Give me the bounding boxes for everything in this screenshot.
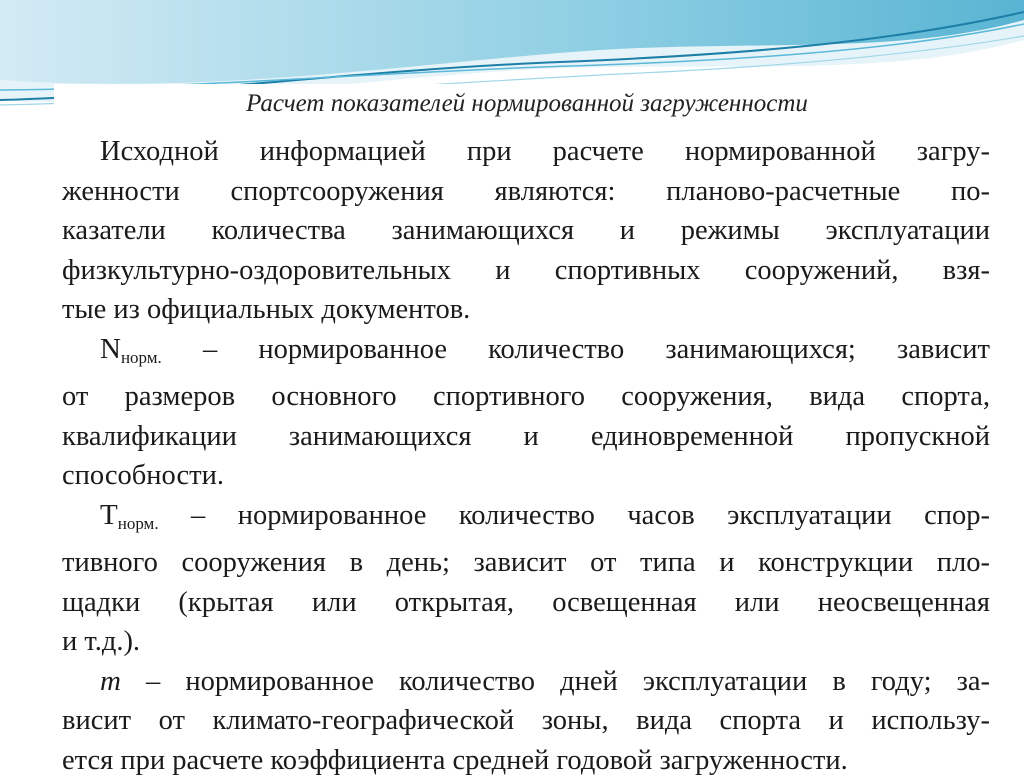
symbol-m: m xyxy=(100,665,121,697)
text-fragment: – нормированное количество занимающихся; зависит xyxy=(162,334,990,365)
text-line: квалификации занимающихся и единовременной пропускной xyxy=(62,417,990,457)
text-fragment: – нормированное количество часов эксплуатации спор- xyxy=(159,500,990,531)
text-line xyxy=(62,662,990,702)
text-line: казатели количества занимающихся и режимы эксплуатации xyxy=(62,211,990,251)
paragraph-n-norm xyxy=(62,330,990,496)
paragraph-m xyxy=(62,662,990,780)
text-line xyxy=(62,330,990,378)
text-line: тые из официальных документов. xyxy=(62,290,990,330)
document-page xyxy=(54,84,1000,754)
paragraph-source-info xyxy=(62,132,990,330)
symbol-t: T xyxy=(100,499,118,531)
text-line: Исходной информацией при расчете нормированной загру- xyxy=(62,132,990,172)
document-title: Расчет показателей нормированной загруженности xyxy=(54,90,1000,118)
subscript-norm: норм. xyxy=(121,348,162,367)
text-line: физкультурно-оздоровительных и спортивных сооружений, взя- xyxy=(62,251,990,291)
text-fragment: – нормированное количество дней эксплуатации в году; за- xyxy=(121,666,990,697)
text-line: тивного сооружения в день; зависит от типа и конструкции пло- xyxy=(62,543,990,583)
paragraph-t-norm xyxy=(62,496,990,662)
text-line: способности. xyxy=(62,456,990,496)
text-line: висит от климато-географической зоны, вида спорта и использу- xyxy=(62,701,990,741)
text-line: и т.д.). xyxy=(62,622,990,662)
document-body xyxy=(62,132,990,780)
symbol-n: N xyxy=(100,333,121,365)
text-line: ется при расчете коэффициента средней годовой загруженности. xyxy=(62,741,990,780)
text-line: щадки (крытая или открытая, освещенная или неосвещенная xyxy=(62,583,990,623)
text-line: от размеров основного спортивного сооружения, вида спорта, xyxy=(62,377,990,417)
text-line xyxy=(62,496,990,544)
subscript-norm: норм. xyxy=(118,514,159,533)
text-line: женности спортсооружения являются: планово-расчетные по- xyxy=(62,172,990,212)
